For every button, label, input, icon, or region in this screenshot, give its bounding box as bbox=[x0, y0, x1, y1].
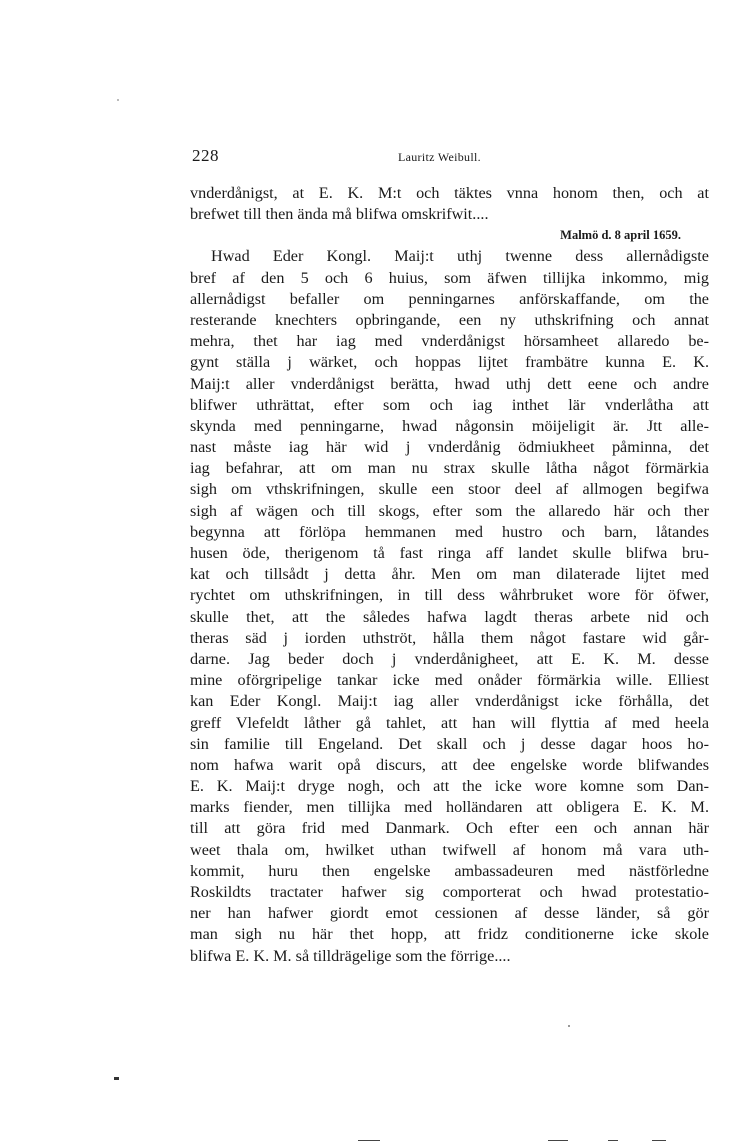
scan-speck bbox=[117, 99, 119, 101]
text-line: man sigh nu här thet hopp, att fridz conditionerne icke skole bbox=[190, 925, 709, 944]
text-line: blifwa E. K. M. så tilldrägelige som the förrige.... bbox=[190, 946, 511, 965]
text-line: resterande knechters opbringande, een ny uthskrifning och annat bbox=[190, 310, 709, 329]
paragraph-2 bbox=[190, 246, 709, 966]
text-line: sigh om vthskrifningen, skulle een stoor deel af allmogen begifwa bbox=[190, 480, 709, 499]
scan-speck bbox=[608, 1140, 618, 1141]
text-line: begynna att förlöpa hemmanen med hustro och barn, låtandes bbox=[190, 522, 709, 541]
text-line: bref af den 5 och 6 huius, som äfwen tillijka inkommo, mig bbox=[190, 268, 709, 287]
scan-speck bbox=[548, 1140, 568, 1141]
text-line: Hwad Eder Kongl. Maij:t uthj twenne dess allernådigste bbox=[211, 247, 709, 266]
page-number: 228 bbox=[192, 146, 219, 165]
text-line: nast måste iag här wid j vnderdånig ödmiukheet påminna, det bbox=[190, 438, 709, 457]
body-text bbox=[190, 183, 709, 967]
text-line: skulle thet, att the således hafwa lagdt theras arbete nid och bbox=[190, 607, 709, 626]
text-line: E. K. Maij:t dryge nogh, och att the icke wore komne som Dan- bbox=[190, 777, 709, 796]
text-line: Maij:t aller vnderdånigst berätta, hwad uthj dett eene och andre bbox=[190, 374, 709, 393]
text-line: gynt ställa j wärket, och hoppas lijtet frambätre kunna E. K. bbox=[190, 353, 709, 372]
text-line: ner han hafwer giordt emot cessionen af desse länder, så gör bbox=[190, 904, 709, 923]
text-line: blifwer uthrättat, efter som och iag inthet lär vnderlåtha att bbox=[190, 395, 709, 414]
scan-speck bbox=[114, 1077, 119, 1080]
text-line: sin familie till Engeland. Det skall och j desse dagar hoos ho- bbox=[190, 734, 709, 753]
text-line: Roskildts tractater hafwer sig comporterat och hwad protestatio- bbox=[190, 883, 709, 901]
dateline: Malmö d. 8 april 1659. bbox=[560, 228, 681, 243]
running-head: Lauritz Weibull. bbox=[398, 150, 481, 164]
text-line: greff Vlefeldt låther gå tahlet, att han will flyttia af med heela bbox=[190, 713, 709, 732]
scan-speck bbox=[358, 1140, 380, 1141]
text-line: kat och tillsådt j detta åhr. Men om man dilaterade lijtet med bbox=[190, 565, 709, 584]
text-line: mine oförgripelige tankar icke med onåder förmärkia wille. Elliest bbox=[190, 671, 709, 690]
text-line: iag befahrar, att om man nu strax skulle låtha något förmärkia bbox=[190, 459, 709, 478]
text-line: sigh af wägen och till skogs, efter som the allaredo här och ther bbox=[190, 501, 709, 520]
text-line: till att göra frid med Danmark. Och efter een och annan här bbox=[190, 819, 709, 838]
text-line: rychtet om uthskrifningen, in till dess wåhrbruket wore för öfwer, bbox=[190, 586, 709, 605]
page-header bbox=[192, 146, 528, 166]
paragraph-1 bbox=[190, 183, 709, 225]
text-line: allernådigst befaller om penningarnes anförskaffande, om the bbox=[190, 289, 709, 308]
text-line: theras säd j iorden uthströt, hålla them något fastare wid går- bbox=[190, 628, 709, 647]
text-line: kan Eder Kongl. Maij:t iag aller vnderdånigst icke förhålla, det bbox=[190, 692, 709, 711]
text-line: vnderdånigst, at E. K. M:t och täktes vnna honom then, och at bbox=[190, 184, 709, 202]
text-line: brefwet till then ända må blifwa omskrifwit.... bbox=[190, 205, 489, 224]
text-line: husen öde, therigenom tå fast ringa aff landet skulle blifwa bru- bbox=[190, 544, 709, 562]
text-line: skynda med penningarne, hwad någonsin möijeligit är. Jtt alle- bbox=[190, 416, 709, 435]
text-line: weet thala om, hwilket uthan twifwell af honom må vara uth- bbox=[190, 840, 709, 859]
scan-speck bbox=[652, 1140, 666, 1141]
scan-speck bbox=[568, 1025, 570, 1027]
text-line: darne. Jag beder doch j vnderdånigheet, att E. K. M. desse bbox=[190, 649, 709, 668]
text-line: nom hafwa warit opå discurs, att dee engelske worde blifwandes bbox=[190, 755, 709, 774]
text-line: kommit, huru then engelske ambassadeuren med nästförledne bbox=[190, 861, 709, 880]
text-line: mehra, thet har iag med vnderdånigst hörsamheet allaredo be- bbox=[190, 332, 709, 351]
text-line: marks fiender, men tillijka med holländaren att obligera E. K. M. bbox=[190, 798, 709, 817]
